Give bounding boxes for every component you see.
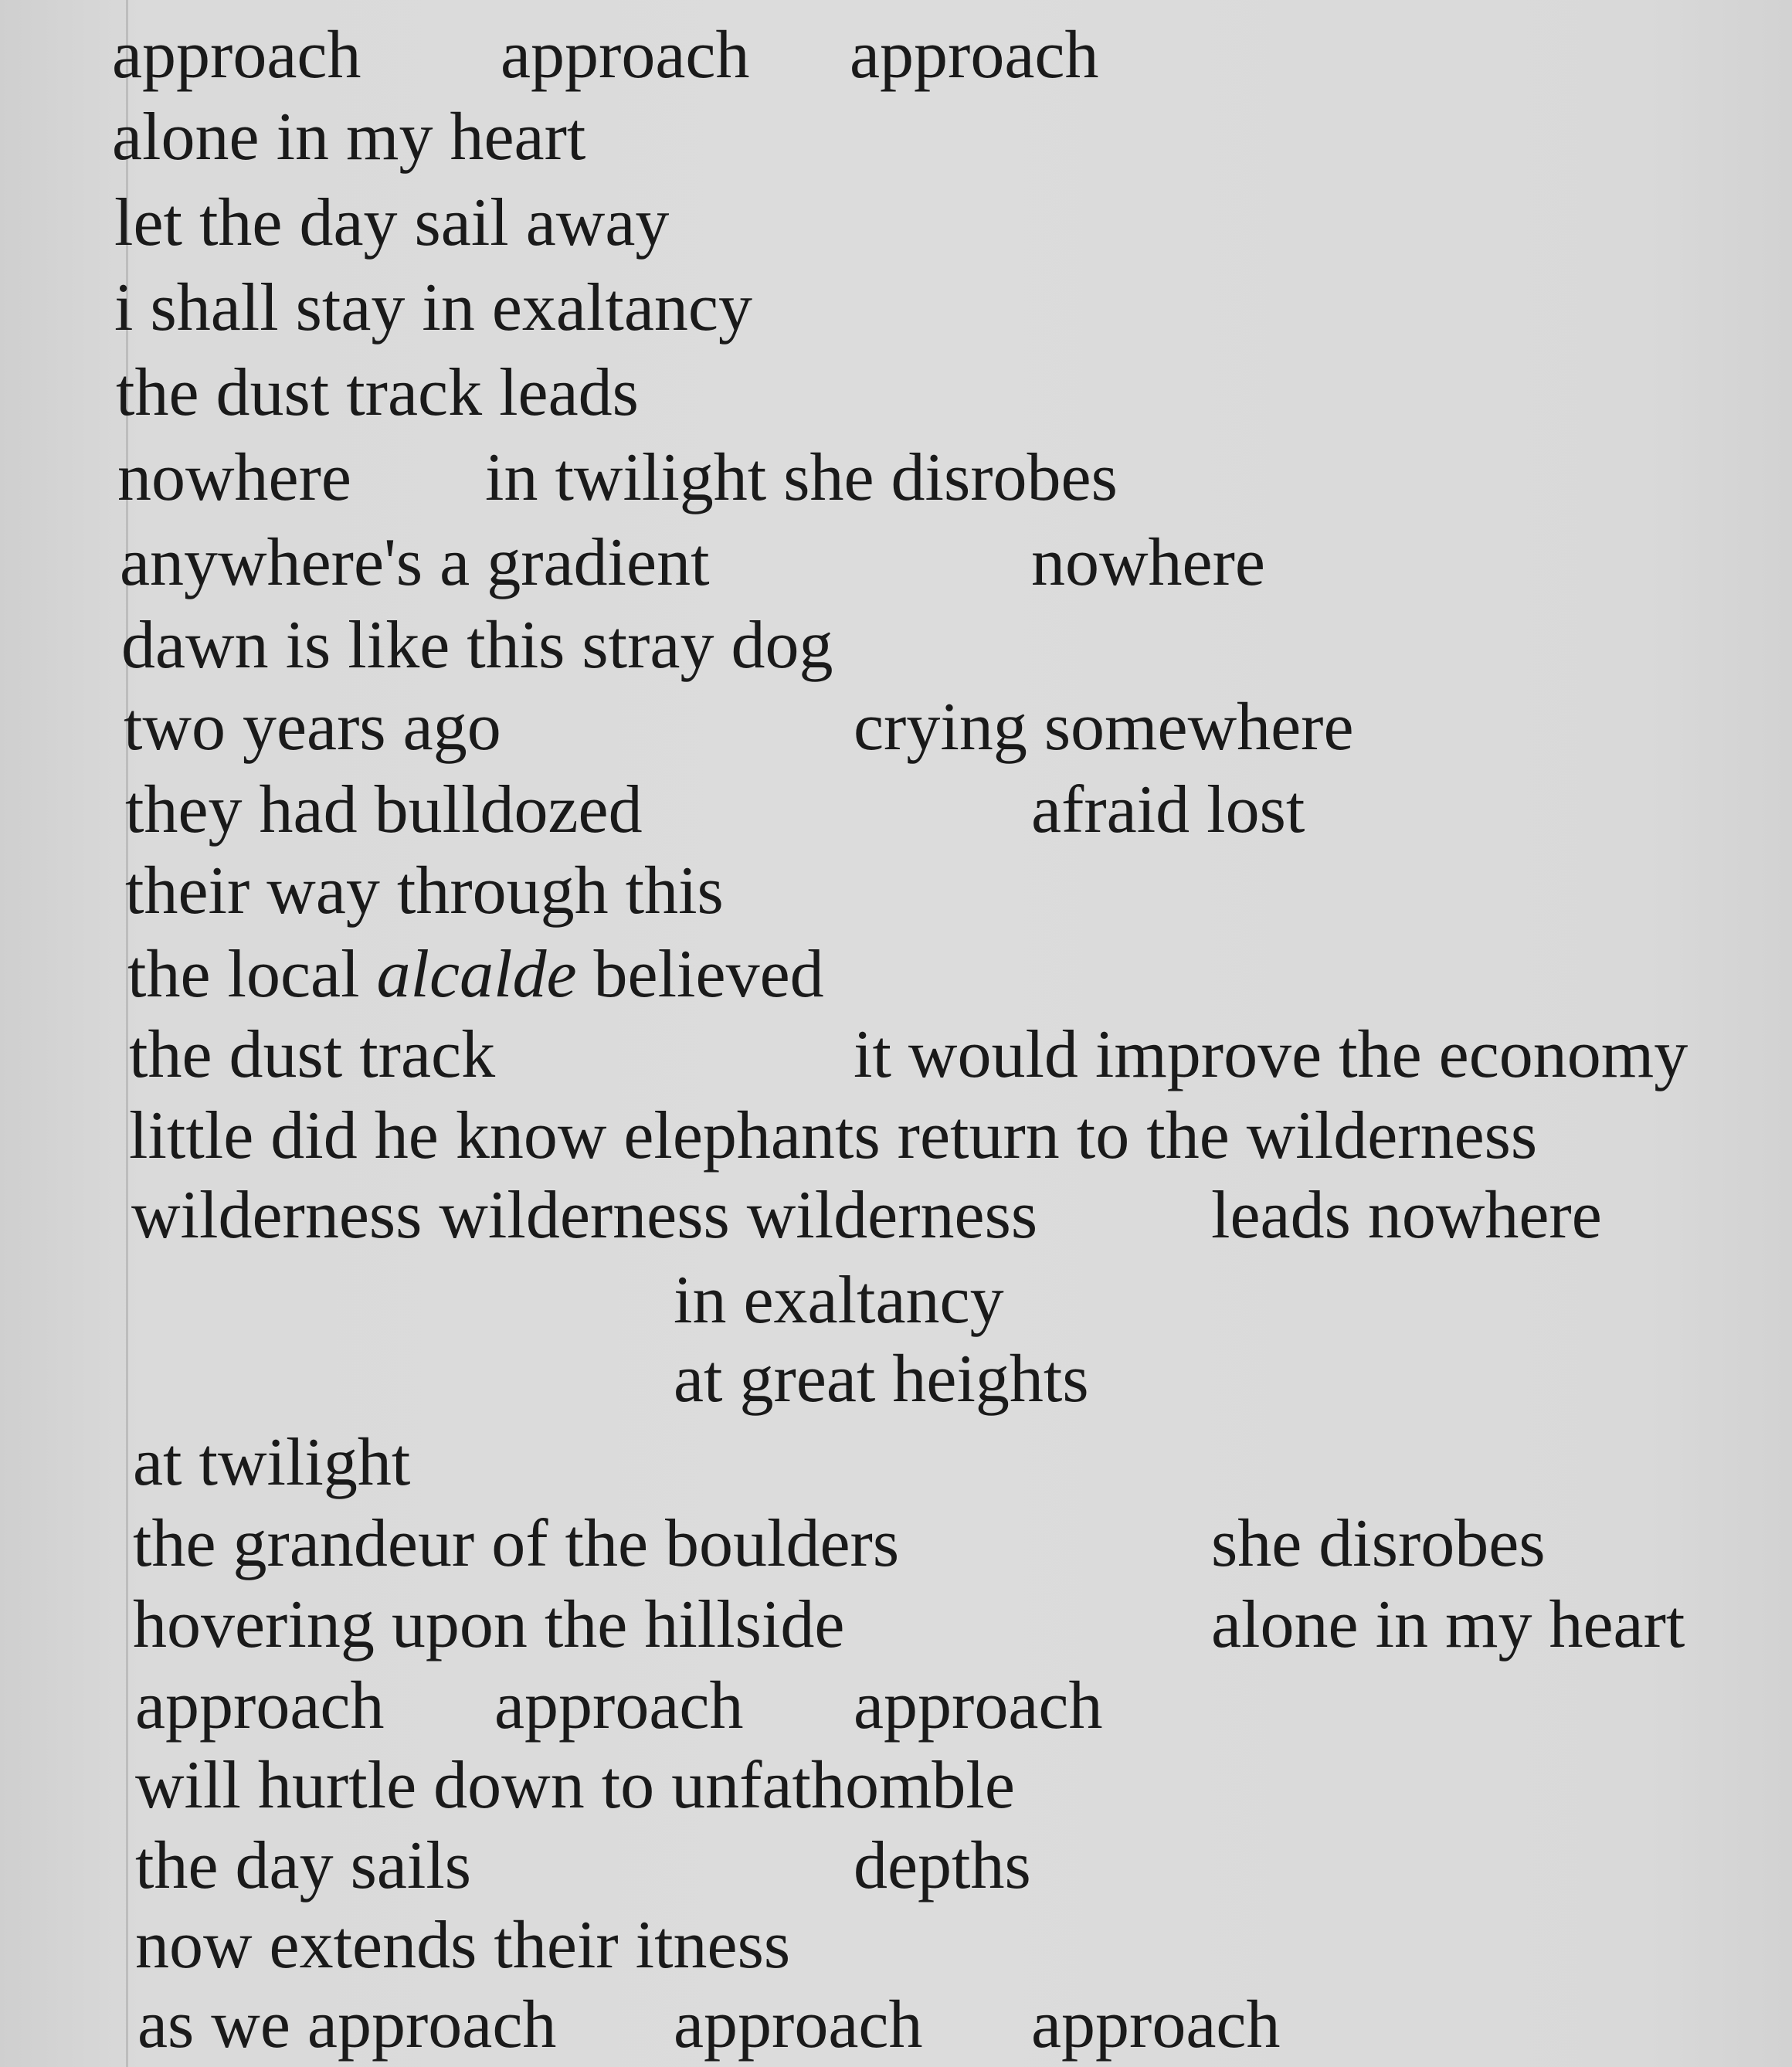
poem-line-21-segment-2: approach xyxy=(494,1668,744,1743)
poem-line-2: alone in my heart xyxy=(112,100,586,175)
poem-line-4: i shall stay in exaltancy xyxy=(114,270,752,345)
poem-line-24: now extends their itness xyxy=(135,1908,791,1983)
poem-line-25-segment-1: as we approach xyxy=(137,1987,557,2062)
poem-line-13-segment-1: the dust track xyxy=(129,1017,496,1092)
poem-line-21-segment-1: approach xyxy=(135,1668,385,1743)
poem-line-17: at great heights xyxy=(674,1342,1089,1417)
poem-line-20-segment-1: hovering upon the hillside xyxy=(133,1587,845,1662)
poem-line-25-segment-3: approach xyxy=(1031,1987,1281,2062)
poem-line-12-text-before: the local xyxy=(127,937,377,1012)
poem-line-25-segment-2: approach xyxy=(674,1987,923,2062)
poem-line-19-segment-1: the grandeur of the boulders xyxy=(133,1506,900,1581)
poem-line-5: the dust track leads xyxy=(116,355,639,430)
poem-line-9-segment-2: crying somewhere xyxy=(854,690,1354,765)
poem-line-1-segment-1: approach xyxy=(112,18,361,93)
poem-line-10-segment-1: they had bulldozed xyxy=(125,772,643,847)
poem-line-15-segment-1: wilderness wilderness wilderness xyxy=(131,1178,1038,1253)
poem-line-12 xyxy=(127,937,824,1012)
poem-line-18: at twilight xyxy=(133,1425,411,1500)
poem-line-6-segment-1: nowhere xyxy=(117,440,351,515)
poem-line-12-italic-word: alcalde xyxy=(376,937,577,1012)
poem-line-20-segment-2: alone in my heart xyxy=(1211,1587,1685,1662)
poem-line-7-segment-1: anywhere's a gradient xyxy=(120,525,710,600)
poem-line-23-segment-2: depths xyxy=(854,1828,1031,1903)
poem-line-7-segment-2: nowhere xyxy=(1031,525,1265,600)
poem-line-10-segment-2: afraid lost xyxy=(1031,772,1305,847)
poem-line-12-text-after: believed xyxy=(576,937,824,1012)
poem-line-3: let the day sail away xyxy=(114,185,670,260)
poem-line-9-segment-1: two years ago xyxy=(124,690,501,765)
poem-line-6-segment-2: in twilight she disrobes xyxy=(485,440,1118,515)
poem-line-1-segment-3: approach xyxy=(850,18,1099,93)
poem-line-22: will hurtle down to unfathomble xyxy=(135,1748,1015,1823)
poem-line-11: their way through this xyxy=(125,854,724,928)
poem-line-1-segment-2: approach xyxy=(501,18,750,93)
poem-line-23-segment-1: the day sails xyxy=(135,1828,472,1903)
poem-line-16: in exaltancy xyxy=(674,1263,1004,1338)
poem-line-14: little did he know elephants return to the wilderness xyxy=(129,1098,1538,1173)
poem-line-8: dawn is like this stray dog xyxy=(121,608,833,683)
poem-line-21-segment-3: approach xyxy=(854,1668,1103,1743)
poem-line-15-segment-2: leads nowhere xyxy=(1211,1178,1602,1253)
poem-line-13-segment-2: it would improve the economy xyxy=(854,1017,1688,1092)
poem-line-19-segment-2: she disrobes xyxy=(1211,1506,1546,1581)
